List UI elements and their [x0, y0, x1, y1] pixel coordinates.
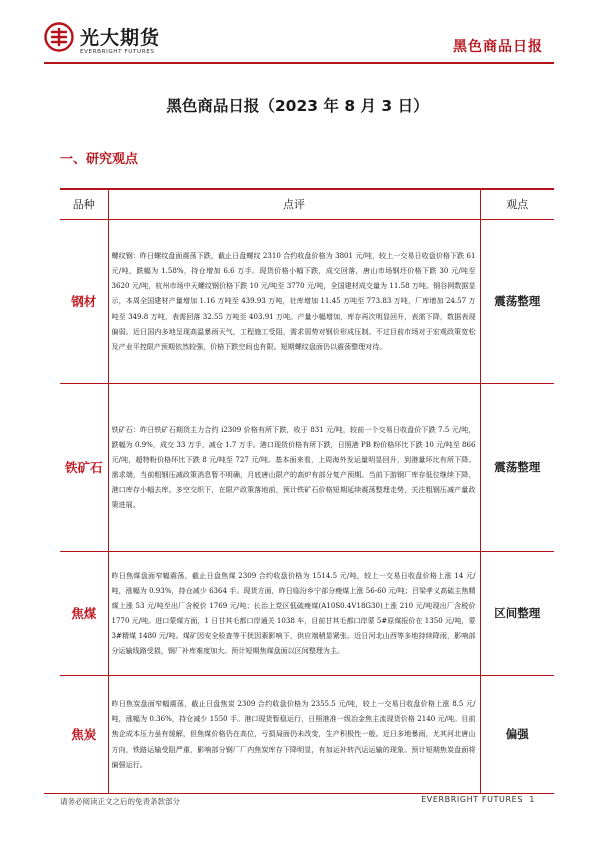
logo-english-name: EVERBRIGHT FUTURES — [80, 49, 155, 55]
header-divider — [44, 62, 554, 64]
research-table-container — [60, 188, 554, 794]
row-comment: 昨日焦煤盘面窄幅震荡，截止日盘焦煤 2309 合约收盘价格为 1514.5 元/吨，较上一交易日收盘价格上涨 14 元/吨，涨幅为 0.93%，持仓减少 6364 手。现货方面，昨日临汾乡宁部分瘦煤上涨 56-60 元/吨；吕梁孝义高硫主焦精煤上涨 53 元/吨至出厂含税价 1769 元/吨；长治上党区低硫瘦煤(A10S0.4V18G30)上涨 210 元/吨现出厂含税价 1770 元/吨。进口蒙煤方面，1 日甘其毛都口岸通关 1038 车，目前甘其毛都口岸蒙 5#原煤报价在 1350 元/吨，蒙 3#精煤 1480 元/吨。煤矿因安全检查等干扰因素影响下，供应端稍显紧张。近日河北山西等多地持续降雨，影响部分运输线路受损，钢厂补库难度加大。预计短期焦煤盘面以区间整理为主。 — [108, 551, 480, 675]
row-comment: 螺纹钢：昨日螺纹盘面震荡下跌，截止日盘螺纹 2310 合约收盘价格为 3801 元/吨，较上一交易日收盘价格下跌 61 元/吨，跌幅为 1.58%，持仓增加 6.6 万手。现货价格小幅下跌，成交回落，唐山市场钢坯价格下跌 30 元/吨至 3620 元/吨，杭州市场中天螺纹钢价格下跌 10 元/吨至 3770 元/吨，全国建材成交量为 11.58 万吨。钢谷网数据显示，本周全国建材产量增加 1.16 万吨至 439.93 万吨，社库增加 11.45 万吨至 773.83 万吨，厂库增加 24.57 万吨至 349.8 万吨，表需回落 32.55 万吨至 403.91 万吨。产量小幅增加，库存再次明显回升，表需下降，数据表现偏弱。近日国内多地呈现高温暴雨天气，工程施工受阻，需求弱势对钢价形成压制。不过目前市场对于宏观政策宽松及产业平控限产预期依然较强，价格下跌空间也有限。短期螺纹盘面仍以震荡整理对待。 — [108, 219, 480, 383]
header-report-title: 黑色商品日报 — [453, 39, 543, 55]
section-heading: 一、研究观点 — [60, 152, 139, 167]
row-view: 区间整理 — [480, 551, 554, 675]
row-comment: 昨日焦炭盘面窄幅震荡，截止日盘焦炭 2309 合约收盘价格为 2355.5 元/吨，较上一交易日收盘价格上涨 8.5 元/吨，涨幅为 0.36%，持仓减少 1550 手。港口现货暂稳运行，日照港准一级冶金焦主流现货价格 2140 元/吨。目前焦企成本压力虽有缓解，但焦煤价格仍在高位，亏损局面仍未改变，生产积极性一般。近日多地暴雨，尤其河北唐山方向，铁路运输受阻严重，影响部分钢厂厂内焦炭库存下降明显，有加运补转汽运运输的现象。预计短期焦炭盘面将偏强运行。 — [108, 675, 480, 793]
row-comment: 铁矿石：昨日铁矿石期货主力合约 i2309 价格有所下跌，收于 831 元/吨，较前一个交易日收盘价下跌 7.5 元/吨，跌幅为 0.9%，成交 33 万手，减仓 1.7 万手。港口现货价格有所下跌，日照港 PB 粉价格环比下跌 10 元/吨至 866 元/吨，超特粉价格环比下跌 8 元/吨至 727 元/吨。基本面来看，上周海外发运量明显回升，到港量环比有所下降。需求端，当前粗钢压减政策消息暂不明确，月底唐山限产的高炉有部分复产预期。当前下游钢厂库存低位继续下降，港口库存小幅去库。多空交织下，在限产政策落地前，预计铁矿石价格短期延续震荡整理走势，关注粗钢压减产量政策进展。 — [108, 383, 480, 551]
table-row — [60, 219, 554, 383]
row-kind: 焦煤 — [60, 551, 108, 675]
document-title: 黑色商品日报（2023 年 8 月 3 日） — [166, 97, 429, 115]
logo-chinese-name: 光大期货 — [80, 27, 161, 49]
everbright-logo-icon — [44, 22, 74, 52]
footer-divider — [44, 793, 554, 794]
page-header — [0, 0, 595, 68]
row-view: 震荡整理 — [480, 383, 554, 551]
row-view: 震荡整理 — [480, 219, 554, 383]
table-header-row — [60, 189, 554, 219]
company-logo — [44, 22, 184, 62]
page-number: 1 — [529, 795, 535, 804]
row-kind: 铁矿石 — [60, 383, 108, 551]
footer-brand — [421, 795, 535, 804]
table-row — [60, 383, 554, 551]
table-row — [60, 551, 554, 675]
header-comment: 点评 — [108, 189, 480, 219]
footer-brand-text: EVERBRIGHT FUTURES — [421, 795, 523, 804]
row-view: 偏强 — [480, 675, 554, 793]
table-row — [60, 675, 554, 793]
header-kind: 品种 — [60, 189, 108, 219]
row-kind: 焦炭 — [60, 675, 108, 793]
row-kind: 钢材 — [60, 219, 108, 383]
header-view: 观点 — [480, 189, 554, 219]
research-table — [60, 188, 554, 794]
footer-disclaimer: 请务必阅读正文之后的免责条款部分 — [60, 797, 180, 806]
